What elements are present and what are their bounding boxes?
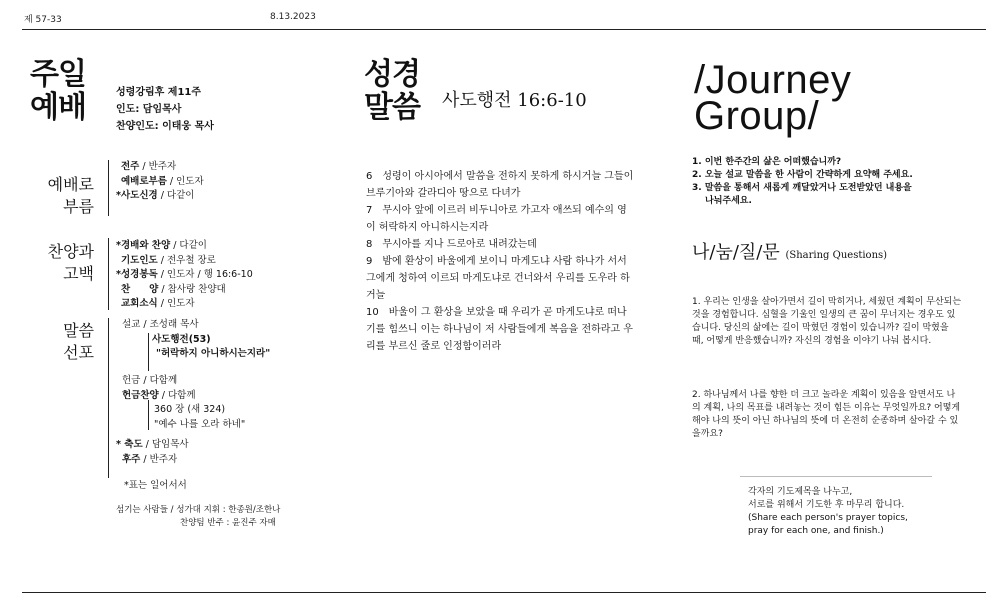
sermon-book: 사도행전(53) [152,333,211,345]
bottom-rule [22,592,986,593]
prayer-closing [748,486,908,538]
sharing-question-1: 1. 우리는 인생을 살아가면서 길이 막히거나, 세웠던 계획이 무산되는 것을 경험합니다. 심혈을 기울인 일생의 큰 꿈이 무너지는 경우도 있습니다. 당신의 삶에는 길이 막혔던 경험이 있습니까? 길이 막혔을 때, 어떻게 반응했습니까? 자신의 경험을 이야기 나눠 봅시다. [692,297,962,346]
servants-line1: 섬기는 사람들 / 성가대 지휘 : 한종원/조한나 [116,505,281,515]
section-title-praise: 찬양과 고백 [47,242,94,283]
closing-line: pray for each one, and finish.) [748,526,884,536]
weekly-questions [692,156,913,208]
worship-title-line2: 예배 [30,90,86,125]
verse-9: 9 밤에 환상이 바울에게 보이니 마게도냐 사람 하나가 서서 그에게 청하여 이르되 마게도냐로 건너와서 우리를 도우라 하거늘 [366,256,630,301]
offering-hymn-title: "예수 나를 오라 하네" [154,418,246,430]
leader: 인도: 담임목사 [116,104,182,115]
sharing-title: 나/눔/질/문 [692,242,780,263]
verse-8: 8 무시아를 지나 드로아로 내려갔는데 [366,239,537,250]
question-item: 1. 이번 한주간의 삶은 어떠했습니까? [692,157,842,167]
section-title-call: 예배로 부름 [47,175,94,216]
section-items-praise [116,239,253,312]
praise-leader: 찬양인도: 이태웅 목사 [116,121,214,132]
journey-title-line2: Group/ [694,94,820,138]
benediction-line: * 축도 / 담임목사 [116,439,189,450]
section-divider-call [108,160,109,216]
order-item: 기도인도 / 전우철 장로 [121,254,216,266]
sermon-preacher: 설교 / 조성래 목사 [122,319,199,330]
worship-title-line1: 주일 [30,57,86,92]
order-item: *경배와 찬양 / 다같이 [116,240,207,251]
offering-block [122,374,245,432]
closing-line: (Share each person's prayer topics, [748,513,908,523]
journey-title [694,58,852,138]
offering-inner-divider [148,400,149,430]
scripture-reference: 사도행전 16:6-10 [442,90,587,111]
order-item: *사도신경 / 다같이 [116,190,195,201]
order-item: 교회소식 / 인도자 [121,298,195,309]
journey-title-line1: /Journey [694,58,852,102]
sharing-questions-heading [692,238,887,264]
order-item: 찬 양 / 참사랑 찬양대 [121,283,226,295]
offering-song-line: 헌금찬양 / 다함께 [122,389,196,401]
verse-6: 6 성령이 아시아에서 말씀을 전하지 못하게 하시거늘 그들이 브루기아와 갈라디아 땅으로 다녀가 [366,171,634,199]
servants-block [116,504,280,530]
bulletin-date: 8.13.2023 [270,12,316,22]
sermon-block [122,318,270,362]
closing-line: 서로를 위해서 기도한 후 마무리 합니다. [748,500,905,510]
postlude-line: 후주 / 반주자 [122,453,178,465]
scripture-title-line1: 성경 [364,57,420,92]
section-divider-praise [108,238,109,310]
bulletin-code: 제 57-33 [24,15,62,25]
standing-note: *표는 일어서서 [124,480,187,491]
liturgical-week: 성령강림후 제11주 [116,87,202,98]
question-item: 나눠주세요. [705,196,752,206]
order-item: 예배로부름 / 인도자 [121,175,204,187]
offering-hymn-number: 360 장 (새 324) [154,404,226,415]
closing-line: 각자의 기도제목을 나누고, [748,487,853,497]
section-divider-sermon [108,318,109,478]
verse-10: 10 바울이 그 환상을 보았을 때 우리가 곧 마게도냐로 떠나기를 힘쓰니 이는 하나님이 저 사람들에게 복음을 전하라고 우리를 부르신 줄로 인정함이러라 [366,307,633,352]
section-title-sermon: 말씀 선포 [63,321,94,362]
sharing-question-2: 2. 하나님께서 나를 향한 더 크고 놀라운 계획이 있음을 알면서도 나의 계획, 나의 목표를 내려놓는 것이 힘든 이유는 무엇일까요? 어떻게 해야 나의 뜻이 아닌 하나님의 뜻에 더 온전히 순종하며 살아갈 수 있을까요? [692,390,961,439]
order-item: *성경봉독 / 인도자 / 행 16:6-10 [116,269,253,280]
top-rule [22,29,986,30]
sharing-subtitle: (Sharing Questions) [785,250,888,261]
closing-block [116,438,189,467]
sermon-inner-divider [148,333,149,371]
scripture-title [364,58,420,124]
servants-line2: 찬양팀 반주 : 윤진주 자매 [180,518,276,528]
scripture-verses [366,168,636,355]
verse-7: 7 무시아 앞에 이르러 비두니아로 가고자 애쓰되 예수의 영이 허락하지 아니하시는지라 [366,205,627,233]
section-items-call [116,160,204,204]
order-item: 전주 / 반주자 [121,161,177,172]
offering-line: 헌금 / 다함께 [122,375,178,386]
sermon-title: "허락하지 아니하시는지라" [156,348,271,359]
question-item: 3. 말씀을 통해서 새롭게 깨달았거나 도전받았던 내용을 [692,183,912,193]
question-item: 2. 오늘 설교 말씀을 한 사람이 간략하게 요약해 주세요. [692,170,913,180]
scripture-title-line2: 말씀 [364,90,420,125]
worship-title [30,58,86,124]
closing-rule [740,476,932,477]
worship-info [116,84,214,135]
